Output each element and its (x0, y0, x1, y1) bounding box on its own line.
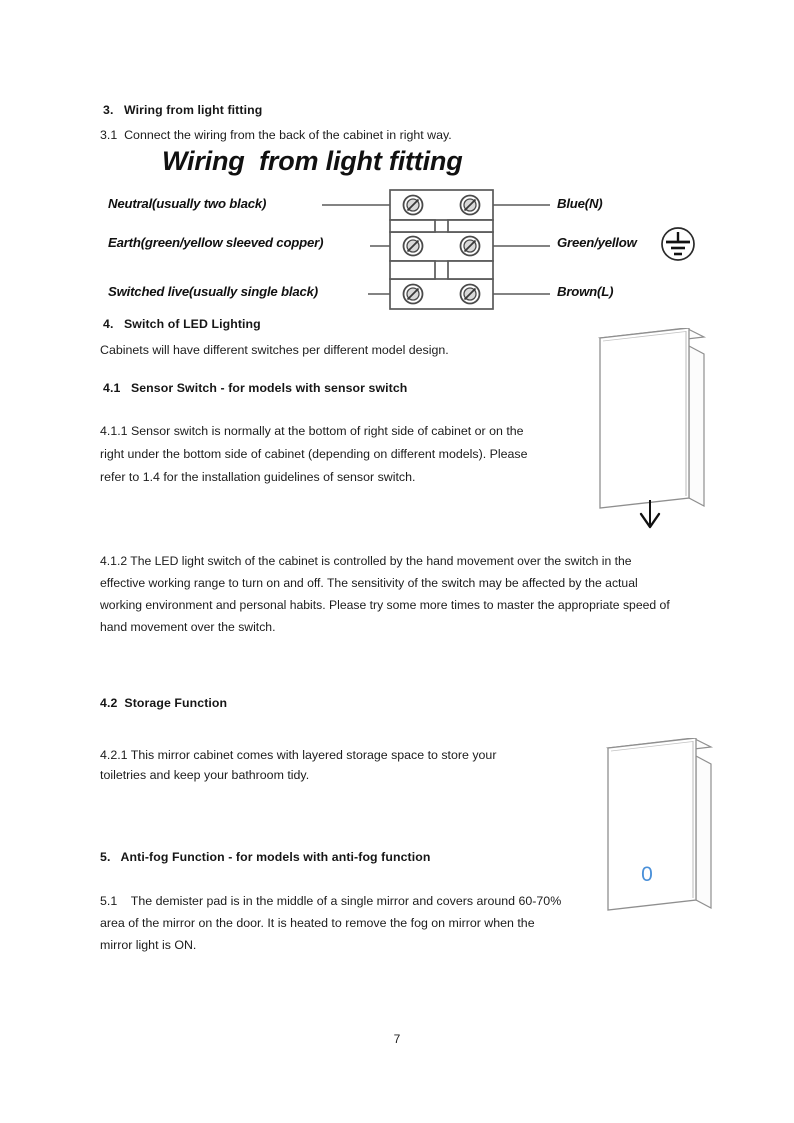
paragraph-4-1-2-line-2: effective working range to turn on and off. The sensitivity of the switch may be affected by the actual (100, 576, 638, 590)
paragraph-4-2-1-line-1: 4.2.1 This mirror cabinet comes with layered storage space to store your (100, 748, 497, 762)
cabinet-side-panel (696, 756, 711, 908)
screw-terminal-5 (404, 285, 423, 304)
down-arrow-icon (641, 500, 659, 527)
screw-terminal-2 (461, 196, 480, 215)
wiring-diagram-title: Wiring from light fitting (162, 146, 463, 176)
interconnect-left-upper (390, 220, 435, 232)
paragraph-5-1-line-2: area of the mirror on the door. It is heated to remove the fog on mirror when the (100, 916, 535, 930)
earth-ground-symbol (662, 228, 694, 260)
wiring-label-blue-n: Blue(N) (557, 196, 603, 211)
interconnect-right-upper (448, 220, 493, 232)
cabinet-door-face (600, 328, 689, 508)
paragraph-3-1: 3.1 Connect the wiring from the back of the cabinet in right way. (100, 128, 452, 142)
paragraph-4-1-2-line-3: working environment and personal habits. Please try some more times to master the appropriate speed of (100, 598, 670, 612)
heading-5-anti-fog-function: 5. Anti-fog Function - for models with anti-fog function (100, 850, 431, 864)
screw-terminal-6 (461, 285, 480, 304)
screw-terminal-3 (404, 237, 423, 256)
page-number: 7 (393, 1032, 401, 1046)
paragraph-5-1-line-1: 5.1 The demister pad is in the middle of a single mirror and covers around 60-70% (100, 894, 562, 908)
heading-4-1-sensor-switch: 4.1 Sensor Switch - for models with sensor switch (103, 381, 408, 395)
wiring-label-neutral: Neutral(usually two black) (108, 196, 267, 211)
paragraph-4-1-2-line-4: hand movement over the switch. (100, 620, 276, 634)
cabinet-side-panel (689, 346, 704, 506)
wiring-label-switched-live: Switched live(usually single black) (108, 284, 318, 299)
paragraph-4-1-1-line-3: refer to 1.4 for the installation guidelines of sensor switch. (100, 470, 416, 484)
paragraph-4-intro: Cabinets will have different switches per different model design. (100, 343, 449, 357)
wiring-label-green-yellow: Green/yellow (557, 235, 637, 250)
terminal-block-drawing (100, 146, 715, 316)
screw-terminal-4 (461, 237, 480, 256)
figure-cabinet-sensor-switch (586, 328, 726, 533)
interconnect-left-lower (390, 261, 435, 279)
paragraph-4-1-1-line-2: right under the bottom side of cabinet (depending on different models). Please (100, 447, 528, 461)
screw-terminal-1 (404, 196, 423, 215)
wiring-label-earth: Earth(green/yellow sleeved copper) (108, 235, 324, 250)
paragraph-5-1-line-3: mirror light is ON. (100, 938, 197, 952)
sensor-indicator-icon: 0 (641, 863, 653, 886)
interconnect-right-lower (448, 261, 493, 279)
paragraph-4-1-2-line-1: 4.1.2 The LED light switch of the cabinet is controlled by the hand movement over the switch in the (100, 554, 632, 568)
figure-cabinet-storage (596, 738, 731, 923)
wiring-diagram-figure (100, 146, 715, 316)
wiring-label-brown-l: Brown(L) (557, 284, 614, 299)
paragraph-4-1-1-line-1: 4.1.1 Sensor switch is normally at the bottom of right side of cabinet or on the (100, 424, 524, 438)
heading-4-switch-of-led-lighting: 4. Switch of LED Lighting (103, 317, 261, 331)
heading-4-2-storage-function: 4.2 Storage Function (100, 696, 228, 710)
paragraph-4-2-1-line-2: toiletries and keep your bathroom tidy. (100, 768, 310, 782)
heading-3-wiring-from-light-fitting: 3. Wiring from light fitting (103, 103, 263, 117)
